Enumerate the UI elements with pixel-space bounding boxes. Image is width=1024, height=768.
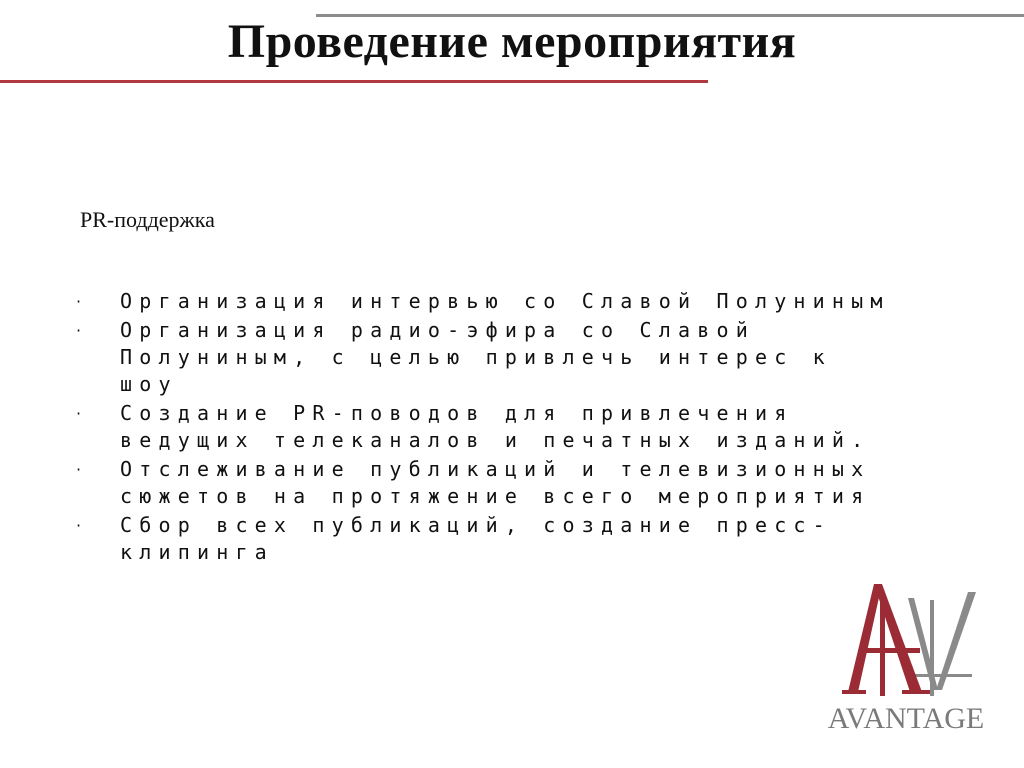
bullet-item <box>76 456 896 510</box>
bullet-icon: · <box>76 516 89 535</box>
bullet-icon: · <box>76 460 89 479</box>
bullet-item <box>76 400 896 454</box>
bullet-text: Сбор всех публикаций, создание пресс-клипинга <box>120 513 832 564</box>
bullet-text: Создание PR-поводов для привлечения ведущих телеканалов и печатных изданий. <box>120 401 871 452</box>
avantage-logo-mark <box>818 578 994 708</box>
bullet-item <box>76 288 896 315</box>
bullet-text: Организация интервью со Славой Полуниным <box>120 289 890 313</box>
bullet-icon: · <box>76 404 89 423</box>
slide-title: Проведение мероприятия <box>227 15 797 68</box>
bullet-text: Отслеживание публикаций и телевизионных сюжетов на протяжение всего мероприятия <box>120 457 871 508</box>
bullet-icon: · <box>76 321 89 340</box>
bullet-item <box>76 512 896 566</box>
bullet-text: Организация радио-эфира со Славой Полуниным, с целью привлечь интерес к шоу <box>120 318 832 396</box>
bullet-icon: · <box>76 292 89 311</box>
avantage-logo-text: AVANTAGE <box>827 702 985 735</box>
avantage-logo <box>818 578 994 744</box>
bullet-list <box>76 288 896 568</box>
slide-subtitle: PR-поддержка <box>80 207 215 232</box>
title-underline <box>0 80 708 83</box>
bullet-item <box>76 317 896 398</box>
